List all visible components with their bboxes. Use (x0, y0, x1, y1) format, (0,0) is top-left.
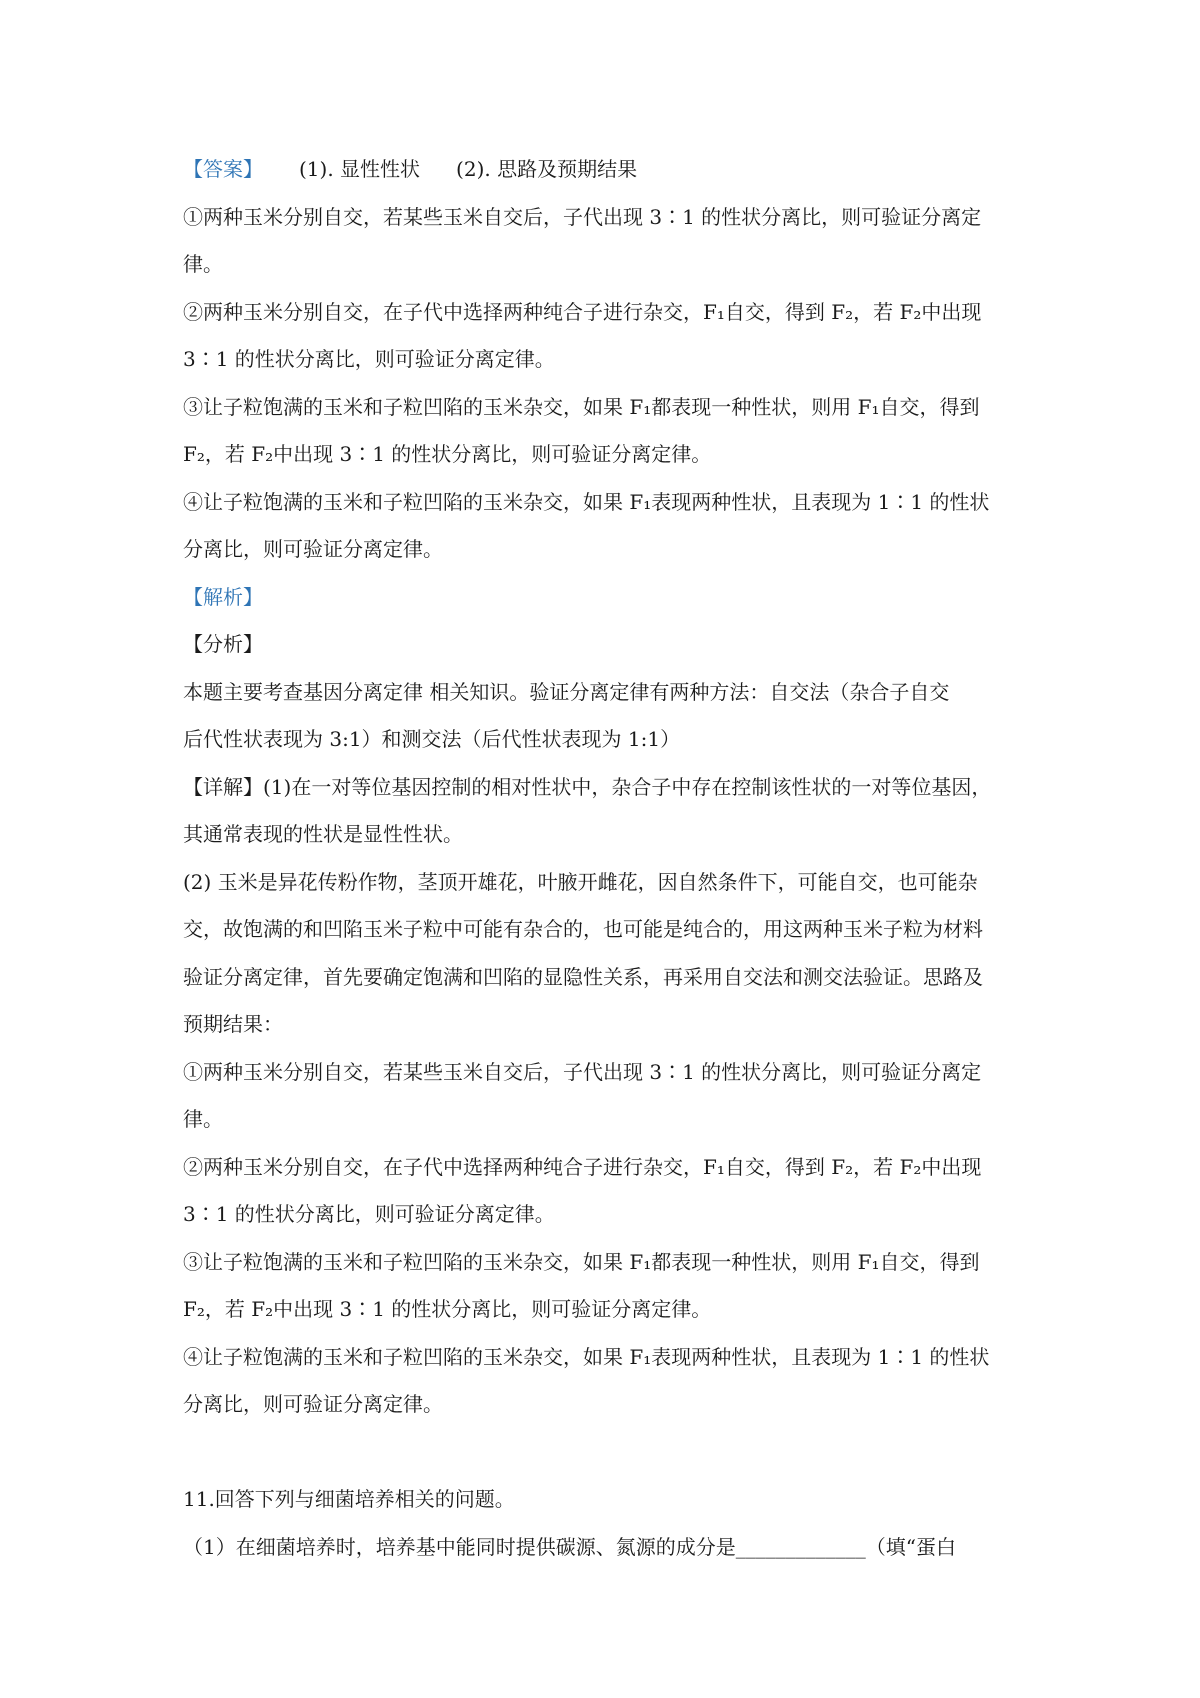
document-body (183, 146, 1023, 1571)
answer-item-4-line-1: ④让子粒饱满的玉米和子粒凹陷的玉米杂交，如果 F₁表现两种性状，且表现为 1∶1 的性状 (183, 489, 990, 514)
answer-item-1-line-1: ①两种玉米分别自交，若某些玉米自交后，子代出现 3∶1 的性状分离比，则可验证分离定 (183, 204, 982, 229)
detail-line-5: 验证分离定律，首先要确定饱满和凹陷的显隐性关系，再采用自交法和测交法验证。思路及 (183, 964, 983, 989)
answer-header (183, 146, 1023, 194)
answer-item-3-line-2: F₂，若 F₂中出现 3∶1 的性状分离比，则可验证分离定律。 (183, 442, 712, 466)
analysis-line-2: 后代性状表现为 3:1）和测交法（后代性状表现为 1:1） (183, 727, 681, 751)
answer-part2: (2). 思路及预期结果 (456, 157, 638, 181)
detail-line-2: 其通常表现的性状是显性性状。 (183, 822, 463, 846)
answer-item-3-line-1: ③让子粒饱满的玉米和子粒凹陷的玉米杂交，如果 F₁都表现一种性状，则用 F₁自交，得到 (183, 394, 980, 419)
detail-item-3-line-1: ③让子粒饱满的玉米和子粒凹陷的玉米杂交，如果 F₁都表现一种性状，则用 F₁自交，得到 (183, 1249, 980, 1274)
detail-line-1: 【详解】(1)在一对等位基因控制的相对性状中，杂合子中存在控制该性状的一对等位基因， (183, 774, 992, 799)
detail-item-2-line-2: 3∶1 的性状分离比，则可验证分离定律。 (183, 1202, 555, 1226)
section-spacer (183, 1429, 1023, 1477)
answer-tag: 【答案】 (183, 157, 263, 181)
answer-item-4-line-2: 分离比，则可验证分离定律。 (183, 537, 443, 561)
analysis-tag: 【解析】 (183, 584, 263, 609)
detail-item-1-line-2: 律。 (183, 1107, 223, 1131)
detail-line-3: (2) 玉米是异花传粉作物，茎顶开雄花，叶腋开雌花，因自然条件下，可能自交，也可能杂 (183, 869, 978, 894)
detail-item-3-line-2: F₂，若 F₂中出现 3∶1 的性状分离比，则可验证分离定律。 (183, 1297, 712, 1321)
answer-item-2-line-2: 3∶1 的性状分离比，则可验证分离定律。 (183, 347, 555, 371)
answer-item-1-line-2: 律。 (183, 252, 223, 276)
detail-line-4: 交，故饱满的和凹陷玉米子粒中可能有杂合的，也可能是纯合的，用这两种玉米子粒为材料 (183, 917, 983, 941)
detail-item-2-line-1: ②两种玉米分别自交，在子代中选择两种纯合子进行杂交，F₁自交，得到 F₂，若 F₂中出现 (183, 1154, 982, 1179)
detail-item-1-line-1: ①两种玉米分别自交，若某些玉米自交后，子代出现 3∶1 的性状分离比，则可验证分离定 (183, 1059, 982, 1084)
answer-item-2-line-1: ②两种玉米分别自交，在子代中选择两种纯合子进行杂交，F₁自交，得到 F₂，若 F₂中出现 (183, 299, 982, 324)
detail-item-4-line-2: 分离比，则可验证分离定律。 (183, 1392, 443, 1416)
answer-part1: (1). 显性性状 (299, 157, 421, 181)
analysis-line-1: 本题主要考查基因分离定律 相关知识。验证分离定律有两种方法：自交法（杂合子自交 (183, 679, 950, 704)
question-11-title: 11.回答下列与细菌培养相关的问题。 (183, 1487, 515, 1511)
detail-item-4-line-1: ④让子粒饱满的玉米和子粒凹陷的玉米杂交，如果 F₁表现两种性状，且表现为 1∶1 的性状 (183, 1344, 990, 1369)
question-11-part-1: （1）在细菌培养时，培养基中能同时提供碳源、氮源的成分是_____________（填“蛋白 (183, 1534, 956, 1559)
detail-line-6: 预期结果： (183, 1012, 283, 1036)
analysis-sub-tag: 【分析】 (183, 632, 263, 656)
